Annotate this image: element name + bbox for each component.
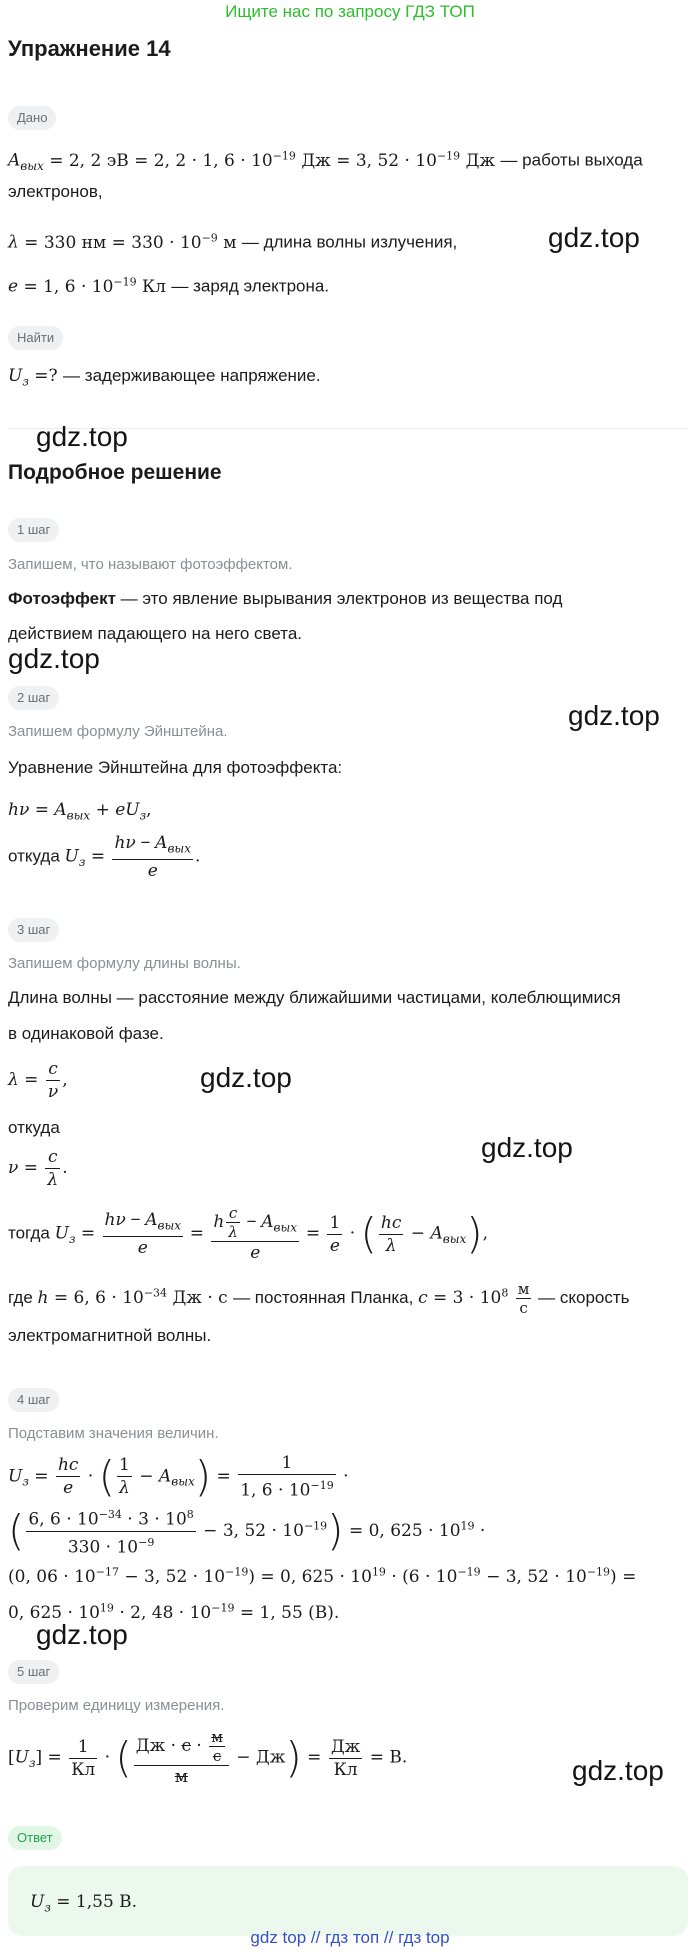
step3-chip: 3 шаг	[8, 918, 59, 942]
page-title: Упражнение 14	[8, 36, 171, 61]
watermark: gdz.top	[8, 643, 100, 674]
watermark: gdz.top	[36, 421, 128, 452]
find-chip: Найти	[8, 326, 63, 350]
step5-caption: Проверим единицу измерения.	[8, 1697, 225, 1714]
given-wavelength: λ = 330 нм = $330 \cdot 10^{-9}$ м — длина волны излучения,	[8, 231, 458, 253]
watermark: gdz.top	[200, 1062, 292, 1093]
solution-title: Подробное решение	[8, 461, 222, 484]
step3-text-cont: в одинаковой фазе.	[8, 1024, 164, 1043]
step1-chip: 1 шаг	[8, 518, 59, 542]
step2-chip: 2 шаг	[8, 686, 59, 710]
step1-text-cont: действием падающего на него света.	[8, 624, 303, 643]
step3-from: откуда	[8, 1118, 60, 1137]
find-text: $U_з$ =? — задерживающее напряжение.	[8, 366, 321, 389]
frequency-formula: ν = $\frac{c}{\lambda}$ .	[8, 1147, 68, 1190]
answer-text: $U_з = 1,55$ В.	[30, 1892, 138, 1915]
watermark: gdz.top	[568, 700, 660, 731]
watermark: gdz.top	[572, 1755, 664, 1786]
voltage-formula: тогда $U_з$ = $\frac{h\nu - A_{вых}}{e}$ = h $\frac{c}{\lambda}$ − $A_{вых}$ e = $\frac{1}{e}$ · ( $\frac{hc}{\lambda}$ − $A_{вых}$),	[8, 1204, 489, 1263]
constants-line: где h = 6, $6 \cdot 10^{-34}$ Дж · с — постоянная Планка, $c = 3 \cdot 10^8$ $\frac{м}{с}$ — скорость	[8, 1280, 630, 1317]
watermark: gdz.top	[481, 1132, 573, 1163]
step4-caption: Подставим значения величин.	[8, 1425, 219, 1442]
substitution-line-3: (0, $06 \cdot 10^{-17} - 3$, $52 \cdot 10^{-19}) = 0$, $625 \cdot 10^{19} \cdot (6 \cdot 10^{-19} - 3$, $52 \cdot 10^{-19}$) =	[8, 1565, 637, 1587]
constants-line-cont: электромагнитной волны.	[8, 1326, 212, 1345]
header-link[interactable]: Ищите нас по запросу ГДЗ ТОП	[225, 2, 475, 21]
step5-chip: 5 шаг	[8, 1660, 59, 1684]
step2-text: Уравнение Эйнштейна для фотоэффекта:	[8, 758, 343, 777]
substitution-line-2: ( $\frac{6, 6 \cdot 10^{-34} \cdot 3 \cdot 10^8}{330 \cdot 10^{-9}}$ − 3, $52 \cdot 10^{-19}) = 0$, $625 \cdot 10^{19}$ ·	[8, 1504, 485, 1558]
substitution-line-4: 0, $625 \cdot 10^{19} \cdot 2$, $48 \cdot 10^{-19} = 1$, 55 (В).	[8, 1601, 340, 1623]
watermark: gdz.top	[36, 1619, 128, 1650]
einstein-solved: откуда $U_з$ = $\frac{h\nu - A_{вых}}{e}$ .	[8, 833, 201, 882]
given-chip: Дано	[8, 106, 56, 130]
watermark: gdz.top	[548, 222, 640, 253]
unit-check: $[U_з]$ = $\frac{1}{Кл}$ · ( Дж · с · $\frac{м}{с}$ м − Дж) = $\frac{Дж}{Кл}$ = В.	[8, 1728, 408, 1787]
given-charge: e = 1, $6 \cdot 10^{-19}$ Кл — заряд электрона.	[8, 275, 330, 297]
step2-caption: Запишем формулу Эйнштейна.	[8, 723, 228, 740]
step3-caption: Запишем формулу длины волны.	[8, 955, 241, 972]
given-work-function: $A_{вых} = 2$, 2 эВ = 2, 2 · 1, $6 \cdot 10^{-19}$ Дж = 3, $52 \cdot 10^{-19}$ Дж — работы выхода	[8, 149, 643, 174]
einstein-equation: $h\nu = A_{вых} + eU_з$,	[8, 800, 152, 823]
step4-chip: 4 шаг	[8, 1388, 59, 1412]
step1-text: Фотоэффект — это явление вырывания электронов из вещества под	[8, 589, 563, 608]
substitution-line-1: $U_з$ = $\frac{hc}{e}$ · ( $\frac{1}{\lambda}$ − $A_{вых}$) = $\frac{1}{1, 6 \cdot 10^{-19}}$ ·	[8, 1451, 349, 1501]
step3-text: Длина волны — расстояние между ближайшими частицами, колеблющимися	[8, 988, 621, 1007]
answer-chip: Ответ	[8, 1826, 62, 1850]
wavelength-formula: λ = $\frac{c}{\nu}$ ,	[8, 1059, 68, 1102]
footer-links[interactable]: gdz top // гдз топ // гдз top	[250, 1928, 450, 1947]
step1-caption: Запишем, что называют фотоэффектом.	[8, 556, 293, 573]
given-work-function-cont: электронов,	[8, 182, 103, 201]
